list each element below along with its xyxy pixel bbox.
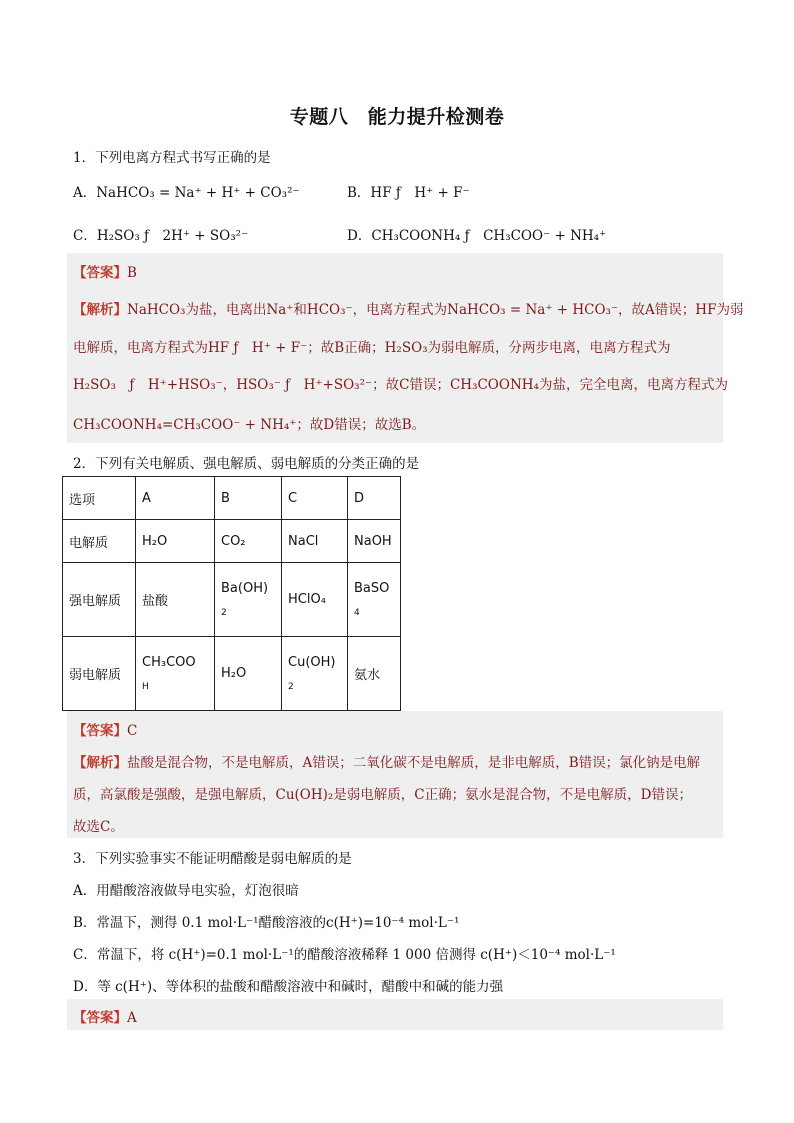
table-row bbox=[63, 637, 401, 711]
table-cell: NaOH bbox=[348, 520, 401, 563]
q2-stem: 2．下列有关电解质、强电解质、弱电解质的分类正确的是 bbox=[73, 456, 420, 472]
table-cell bbox=[215, 563, 282, 637]
table-cell: HClO₄ bbox=[282, 563, 348, 637]
q1-analysis-line-3: H₂SO₃ ƒ H⁺+HSO₃⁻，HSO₃⁻ ƒ H⁺+SO₃²⁻；故C错误；CH₃COONH₄为盐，完全电离，电离方程式为 bbox=[73, 377, 728, 393]
q1-analysis-text: NaHCO₃为盐，电离出Na⁺和HCO₃⁻，电离方程式为NaHCO₃ = Na⁺ + HCO₃⁻，故A错误；HF为弱 bbox=[127, 302, 744, 318]
q3-option-a: A．用醋酸溶液做导电实验，灯泡很暗 bbox=[73, 883, 299, 899]
table-header-row bbox=[63, 477, 401, 520]
q1-option-c: C．H₂SO₃ ƒ 2H⁺ + SO₃²⁻ bbox=[73, 228, 249, 244]
q1-answer-box bbox=[67, 253, 744, 443]
q3-option-d: D．等 c(H⁺)、等体积的盐酸和醋酸溶液中和碱时，醋酸中和碱的能力强 bbox=[73, 979, 504, 995]
q1-analysis-line-2: 电解质，电离方程式为HF ƒ H⁺ + F⁻；故B正确；H₂SO₃为弱电解质，分两步电离，电离方程式为 bbox=[73, 340, 671, 356]
table-cell: 强电解质 bbox=[63, 563, 136, 637]
table-header-cell: 选项 bbox=[63, 477, 136, 520]
q2-analysis-line-2: 质，高氯酸是强酸，是强电解质，Cu(OH)₂是弱电解质，C正确；氨水是混合物，不是电解质，D错误； bbox=[73, 787, 692, 803]
answer-tag: 【答案】 bbox=[73, 1010, 127, 1026]
q1-option-a: A．NaHCO₃ = Na⁺ + H⁺ + CO₃²⁻ bbox=[73, 185, 300, 201]
q3-answer-box bbox=[67, 999, 723, 1030]
q2-classification-table bbox=[62, 476, 401, 711]
cell-line-wrap: 2 bbox=[221, 608, 227, 618]
q3-stem: 3．下列实验事实不能证明醋酸是弱电解质的是 bbox=[73, 851, 352, 867]
table-cell: CO₂ bbox=[215, 520, 282, 563]
table-header-cell: A bbox=[136, 477, 215, 520]
analysis-tag: 【解析】 bbox=[73, 755, 127, 771]
q1-stem: 1．下列电离方程式书写正确的是 bbox=[73, 150, 271, 166]
table-cell: 盐酸 bbox=[136, 563, 215, 637]
q3-answer-line bbox=[73, 1006, 137, 1026]
q1-analysis-line-1 bbox=[73, 298, 743, 318]
q2-answer: C bbox=[127, 723, 138, 739]
table-cell: H₂O bbox=[215, 637, 282, 711]
q1-answer: B bbox=[127, 265, 137, 281]
table-row bbox=[63, 520, 401, 563]
cell-line-main: BaSO bbox=[354, 581, 390, 596]
cell-line-main: CH₃COO bbox=[142, 655, 196, 670]
q3-option-c: C．常温下，将 c(H⁺)=0.1 mol·L⁻¹的醋酸溶液稀释 1 000 倍测得 c(H⁺)＜10⁻⁴ mol·L⁻¹ bbox=[73, 947, 616, 963]
q2-analysis-line-3: 故选C。 bbox=[73, 819, 124, 835]
table-cell: 氨水 bbox=[348, 637, 401, 711]
q1-analysis-line-4: CH₃COONH₄=CH₃COO⁻ + NH₄⁺；故D错误；故选B。 bbox=[73, 417, 426, 433]
table-cell bbox=[136, 637, 215, 711]
table-cell: NaCl bbox=[282, 520, 348, 563]
q2-analysis-line-1 bbox=[73, 751, 700, 771]
analysis-tag: 【解析】 bbox=[73, 302, 127, 318]
q1-option-b: B．HF ƒ H⁺ + F⁻ bbox=[347, 185, 470, 201]
answer-tag: 【答案】 bbox=[73, 265, 127, 281]
table-cell: H₂O bbox=[136, 520, 215, 563]
q3-option-b: B．常温下，测得 0.1 mol·L⁻¹醋酸溶液的c(H⁺)=10⁻⁴ mol·L⁻¹ bbox=[73, 915, 460, 931]
table-header-cell: B bbox=[215, 477, 282, 520]
page-title: 专题八 能力提升检测卷 bbox=[289, 106, 505, 128]
table-cell bbox=[282, 637, 348, 711]
cell-line-wrap: H bbox=[142, 682, 149, 692]
cell-line-main: Cu(OH) bbox=[288, 655, 336, 670]
q1-option-d: D．CH₃COONH₄ ƒ CH₃COO⁻ + NH₄⁺ bbox=[347, 228, 607, 244]
q3-answer: A bbox=[127, 1010, 137, 1026]
q1-answer-line bbox=[73, 261, 137, 281]
q2-analysis-text: 盐酸是混合物，不是电解质，A错误；二氧化碳不是电解质，是非电解质，B错误；氯化钠是电解 bbox=[127, 755, 701, 771]
answer-tag: 【答案】 bbox=[73, 723, 127, 739]
table-cell: 弱电解质 bbox=[63, 637, 136, 711]
cell-line-wrap: 2 bbox=[288, 682, 294, 692]
table-header-cell: D bbox=[348, 477, 401, 520]
table-cell bbox=[348, 563, 401, 637]
table-row bbox=[63, 563, 401, 637]
cell-line-wrap: 4 bbox=[354, 608, 360, 618]
q2-answer-line bbox=[73, 719, 137, 739]
table-cell: 电解质 bbox=[63, 520, 136, 563]
q2-answer-box bbox=[67, 711, 723, 838]
cell-line-main: Ba(OH) bbox=[221, 581, 269, 596]
table-header-cell: C bbox=[282, 477, 348, 520]
